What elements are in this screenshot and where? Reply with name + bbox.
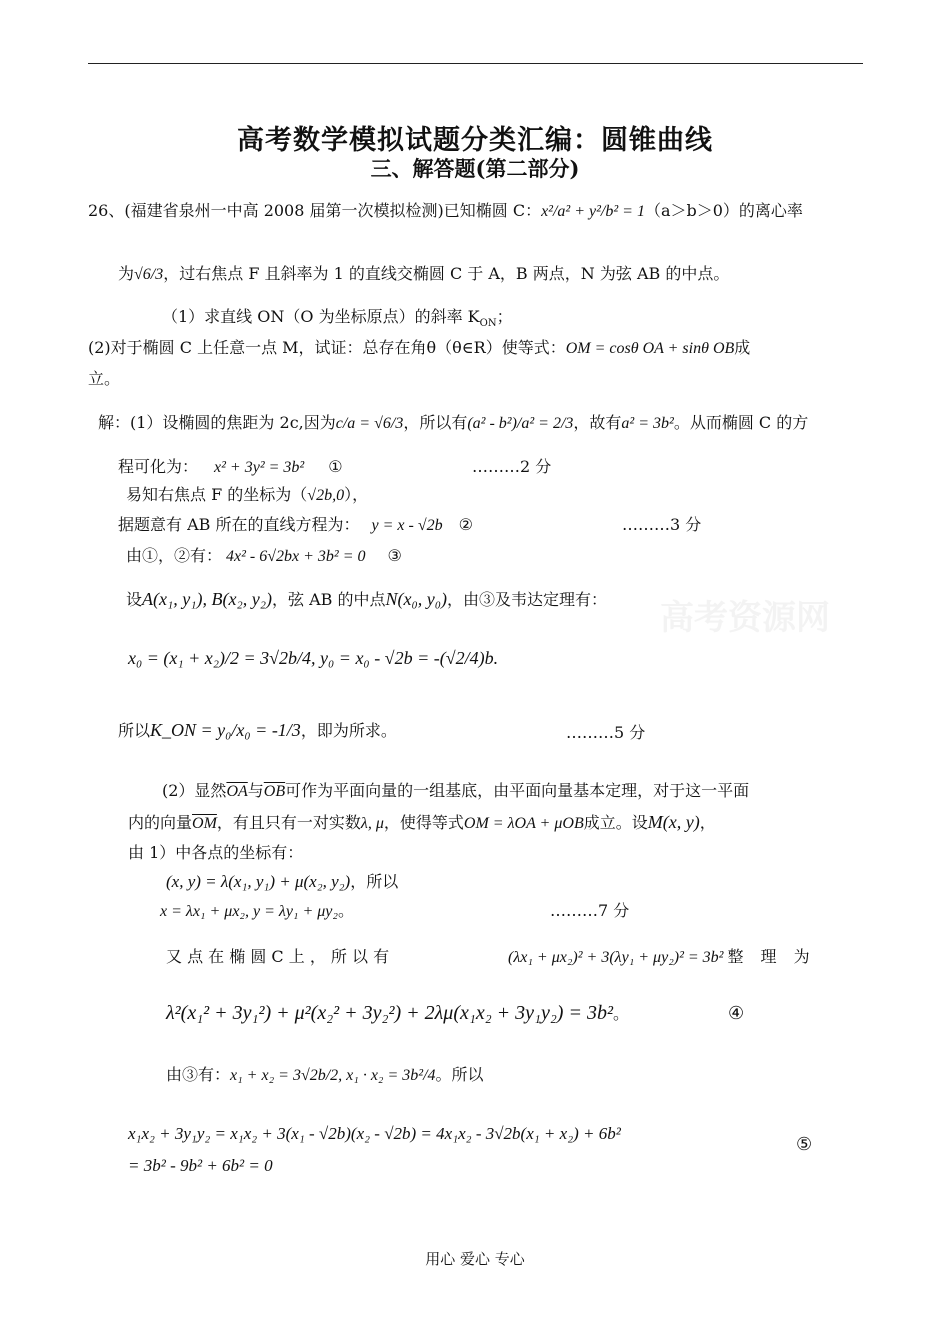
solution-p2-line-1 bbox=[162, 778, 749, 801]
formula: 4x² - 6√2bx + 3b² = 0 bbox=[226, 548, 366, 565]
solution-text: 程可化为： bbox=[118, 457, 199, 476]
solution-text: ，使得等式 bbox=[383, 813, 464, 832]
solution-p2-line-3: 由 1）中各点的坐标有： bbox=[128, 843, 304, 862]
formula: x₁x₂ + 3y₁y₂ = x₁x₂ + 3(x₁ - √2b)(x₂ - √2b) = 4x₁x₂ - 3√2b(x₁ + x₂) + 6b² bbox=[128, 1124, 621, 1143]
formula: √2b,0 bbox=[307, 487, 345, 504]
equation-marker: ② bbox=[458, 515, 473, 534]
vector-om: $\overline{OM}$ bbox=[192, 815, 217, 832]
vector-equation: OM = cosθ OA + sinθ OB bbox=[565, 340, 735, 357]
formula: λ²(x₁² + 3y₁²) + μ²(x₂² + 3y₂²) + 2λμ(x₁x₂ + 3y₁y₂) = 3b² bbox=[166, 1002, 613, 1024]
solution-text: 与 bbox=[247, 781, 264, 800]
solution-line-3 bbox=[126, 482, 368, 505]
formula: x₁ + x₂ = 3√2b/2, x₁ · x₂ = 3b²/4 bbox=[230, 1067, 436, 1084]
part-2-text: 立。 bbox=[88, 369, 121, 388]
solution-p2-line-8 bbox=[166, 1062, 484, 1085]
formula: x = λx₁ + μx₂, y = λy₁ + μy₂ bbox=[160, 903, 338, 920]
problem-intro: 26、(福建省泉州一中高 2008 届第一次模拟检测)已知椭圆 C： bbox=[88, 201, 542, 220]
formula: x₀ = (x₁ + x₂)/2 = 3√2b/4, y₀ = x₀ - √2b = -(√2/4)b. bbox=[128, 648, 499, 668]
punctuation: 。 bbox=[612, 1004, 629, 1023]
solution-text: 内的向量 bbox=[128, 813, 193, 832]
equation-marker: ④ bbox=[728, 1003, 745, 1024]
equation-marker: ① bbox=[328, 457, 343, 476]
punctuation: 。 bbox=[337, 901, 354, 920]
solution-line-5 bbox=[126, 543, 402, 566]
formula: x² + 3y² = 3b² bbox=[214, 459, 305, 476]
solution-text: ，由③及韦达定理有： bbox=[446, 590, 607, 609]
solution-text: ， bbox=[699, 813, 716, 832]
solution-text: 又 点 在 椭 圆 C 上 ， 所 以 有 bbox=[166, 947, 390, 966]
formula: (λx₁ + μx₂)² + 3(λy₁ + μy₂)² = 3b² bbox=[508, 949, 724, 966]
formula: N(x₀, y₀) bbox=[385, 589, 447, 609]
score-note: ………2 分 bbox=[472, 457, 552, 476]
solution-p2-line-4 bbox=[166, 869, 398, 892]
solution-line-8 bbox=[118, 718, 397, 741]
part-2-text: (2)对于椭圆 C 上任意一点 M，试证：总存在角θ（θ∈R）使等式： bbox=[88, 338, 566, 357]
page-title: 高考数学模拟试题分类汇编：圆锥曲线 bbox=[237, 125, 713, 156]
solution-text: 由③有： bbox=[166, 1065, 231, 1084]
part-2-text: 成 bbox=[734, 338, 751, 357]
solution-text: 整 理 为 bbox=[727, 947, 816, 966]
section-subtitle: 三、解答题(第二部分) bbox=[370, 156, 580, 181]
solution-p2-line-6 bbox=[166, 944, 389, 967]
part-2-question-cont bbox=[88, 366, 120, 389]
solution-text: 解：(1）设椭圆的焦距为 2c,因为 bbox=[98, 413, 336, 432]
score-note: ………7 分 bbox=[550, 901, 630, 920]
solution-text: 成立。设 bbox=[583, 813, 648, 832]
solution-p2-line-10 bbox=[128, 1156, 273, 1176]
header-rule bbox=[88, 63, 863, 64]
formula: (x, y) = λ(x₁, y₁) + μ(x₂, y₂) bbox=[166, 872, 351, 891]
solution-p2-line-5 bbox=[160, 898, 354, 921]
solution-p2-line-7 bbox=[166, 1000, 629, 1025]
solution-text: ，弦 AB 的中点 bbox=[271, 590, 386, 609]
punctuation: ； bbox=[496, 307, 513, 326]
solution-text: ，所以 bbox=[350, 872, 399, 891]
solution-text: ）， bbox=[344, 485, 369, 504]
solution-text: 。从而椭圆 C 的方 bbox=[673, 413, 809, 432]
score-note: ………3 分 bbox=[622, 515, 702, 534]
solution-text: 由①，②有： bbox=[126, 546, 223, 565]
solution-text: 设 bbox=[126, 590, 143, 609]
formula: y = x - √2b bbox=[371, 517, 443, 534]
part-1-text: （1）求直线 ON（O 为坐标原点）的斜率 K bbox=[162, 307, 480, 326]
equation-marker: ⑤ bbox=[796, 1134, 813, 1155]
formula: c/a = √6/3 bbox=[335, 415, 404, 432]
page-footer: 用心 爱心 专心 bbox=[425, 1250, 525, 1268]
watermark: 高考资源网 bbox=[660, 598, 830, 638]
solution-p2-line-2 bbox=[128, 810, 716, 833]
solution-line-4 bbox=[118, 512, 473, 535]
eccentricity-value: √6/3 bbox=[134, 266, 164, 283]
vector-ob: $\overline{OB}$ bbox=[263, 783, 286, 800]
formula: (a² - b²)/a² = 2/3 bbox=[467, 415, 574, 432]
part-2-question bbox=[88, 335, 750, 358]
solution-p2-line-6-formula bbox=[508, 944, 816, 967]
solution-text: 所以 bbox=[118, 721, 151, 740]
solution-text: ，有且只有一对实数 bbox=[216, 813, 361, 832]
part-1-question bbox=[162, 304, 513, 329]
equation-marker: ③ bbox=[387, 546, 402, 565]
solution-p2-line-9 bbox=[128, 1124, 621, 1144]
problem-line-2 bbox=[118, 261, 729, 284]
solution-text: 易知右焦点 F 的坐标为（ bbox=[126, 485, 308, 504]
subscript: ON bbox=[479, 318, 497, 330]
formula: M(x, y) bbox=[647, 812, 700, 832]
formula: K_ON = y₀/x₀ = -1/3 bbox=[150, 720, 301, 740]
problem-line-1 bbox=[88, 198, 803, 221]
solution-text: 可作为平面向量的一组基底，由平面向量基本定理，对于这一平面 bbox=[285, 781, 750, 800]
formula: OM = λOA + μOB bbox=[463, 815, 584, 832]
score-note: ………5 分 bbox=[566, 723, 646, 742]
solution-text: 。所以 bbox=[435, 1065, 484, 1084]
solution-text: 据题意有 AB 所在的直线方程为： bbox=[118, 515, 360, 534]
solution-text: ，故有 bbox=[573, 413, 622, 432]
solution-line-2 bbox=[118, 454, 343, 477]
formula: a² = 3b² bbox=[621, 415, 674, 432]
solution-text: ，即为所求。 bbox=[300, 721, 397, 740]
formula: A(x₁, y₁), B(x₂, y₂) bbox=[142, 589, 272, 609]
solution-line-1 bbox=[98, 410, 808, 433]
vector-oa: $\overline{OA}$ bbox=[226, 783, 248, 800]
solution-line-7 bbox=[128, 648, 498, 669]
ellipse-equation: x²/a² + y²/b² = 1 bbox=[541, 203, 645, 220]
problem-text: 为 bbox=[118, 264, 135, 283]
formula: = 3b² - 9b² + 6b² = 0 bbox=[128, 1156, 273, 1175]
problem-text: ，过右焦点 F 且斜率为 1 的直线交椭圆 C 于 A，B 两点，N 为弦 AB 的中点。 bbox=[163, 264, 730, 283]
solution-text: ，所以有 bbox=[403, 413, 468, 432]
problem-condition: （a＞b＞0）的离心率 bbox=[644, 201, 803, 220]
formula: λ, μ bbox=[360, 815, 384, 832]
solution-line-6 bbox=[126, 587, 607, 610]
solution-text: (2）显然 bbox=[162, 781, 227, 800]
